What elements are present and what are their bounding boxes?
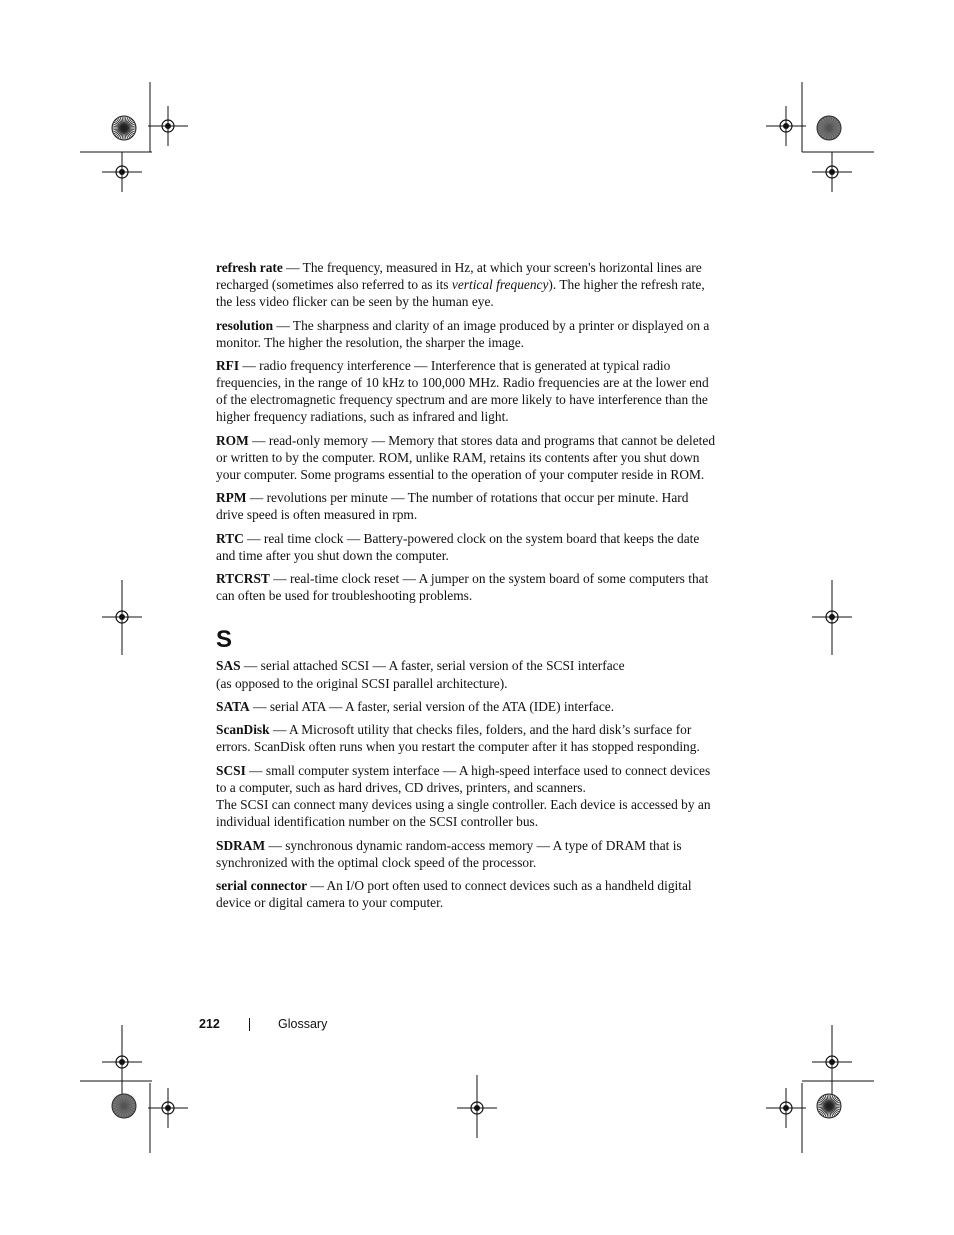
entry-term: ScanDisk [216,722,270,738]
registration-mark-icon [148,1088,188,1128]
entry-separator: — [246,490,267,506]
entry-definition: real time clock — Battery-powered clock on the system board that keeps the date and time after you shut down the computer. [216,530,700,563]
entry-separator: — [243,530,264,546]
entry-definition: revolutions per minute — The number of rotations that occur per minute. Hard drive speed is often measured in rpm. [216,490,689,523]
entry-definition-italic: vertical frequency [451,277,549,293]
glossary-entry-resolution [216,317,716,351]
page-footer [199,1015,327,1033]
glossary-entry-rpm [216,489,716,523]
glossary-entry-sdram [216,837,716,871]
entry-separator: — [239,358,260,374]
entry-separator: — [249,698,270,714]
entry-definition: synchronous dynamic random-access memory — A type of DRAM that is synchronized with the optimal clock speed of the processor. [216,837,682,870]
entry-term: resolution [216,317,274,333]
section-heading-s: S [216,626,233,654]
entry-term: RTCRST [216,571,270,587]
entry-definition: A Microsoft utility that checks files, folders, and the hard disk’s surface for errors. ScanDisk often runs when you restart the computer after it has stopped responding. [216,722,700,755]
entry-term: RTC [216,530,244,546]
entry-definition-continued: The SCSI can connect many devices using a single controller. Each device is accessed by an individual identification number on the SCSI controller bus. [216,797,711,830]
entry-definition: ). The higher the refresh rate, the less video flicker can be seen by the human eye. [216,277,705,310]
color-registration-star-icon [817,1094,841,1118]
entry-term: SDRAM [216,837,266,853]
entry-separator: — [273,317,293,333]
entry-term: serial connector [216,877,308,893]
entry-definition: The sharpness and clarity of an image produced by a printer or displayed on a monitor. The higher the resolution, the sharper the image. [216,317,710,350]
glossary-entry-sata [216,698,716,715]
glossary-entry-scandisk [216,721,716,755]
registration-mark-icon [766,106,806,146]
registration-mark-icon [812,152,852,192]
color-registration-star-icon [817,116,841,140]
entry-definition-continued: (as opposed to the original SCSI parallel architecture). [216,675,508,691]
entry-definition: The frequency, measured in Hz, at which your screen's horizontal lines are recharged (sometimes also referred to as its [216,260,702,293]
entry-separator: — [269,571,290,587]
entry-definition: small computer system interface — A high-speed interface used to connect devices to a computer, such as hard drives, CD drives, printers, and scanners. [216,762,711,795]
registration-mark-icon [148,106,188,146]
entry-definition: real-time clock reset — A jumper on the system board of some computers that can often be used for troubleshooting problems. [216,571,709,604]
entry-term: SCSI [216,762,246,778]
entry-separator: — [307,877,327,893]
entry-definition: An I/O port often used to connect devices such as a handheld digital device or digital camera to your computer. [216,877,692,911]
entry-separator: — [269,722,289,738]
glossary-entry-rom [216,432,716,483]
entry-definition: read-only memory — Memory that stores data and programs that cannot be deleted or written to by the computer. ROM, unlike RAM, retains its contents after you shut down your computer. Some programs essential to the operation of your computer reside in ROM. [216,432,716,482]
registration-mark-icon [102,152,142,192]
entry-definition: serial attached SCSI — A faster, serial version of the SCSI interface [260,658,625,674]
glossary-entry-rtcrst [216,570,716,604]
entry-term: refresh rate [216,260,283,275]
entry-term: RPM [216,490,247,506]
entry-separator: — [248,432,269,448]
color-registration-star-icon [112,1094,136,1118]
entry-term: SAS [216,658,241,674]
footer-divider [249,1018,250,1031]
glossary-entry-scsi [216,762,716,830]
entry-separator: — [245,762,266,778]
entry-term: RFI [216,358,240,374]
entry-term: ROM [216,432,249,448]
entry-term: SATA [216,698,250,714]
page-number: 212 [199,1017,220,1031]
footer-section-title: Glossary [278,1017,328,1031]
color-registration-star-icon [112,116,136,140]
glossary-entry-sas [216,657,716,691]
glossary-entry-serial-connector [216,877,716,911]
entry-separator: — [240,658,261,674]
entry-definition: serial ATA — A faster, serial version of the ATA (IDE) interface. [269,698,615,714]
glossary-entry-rtc [216,530,716,564]
glossary-entry-rfi [216,357,716,425]
entry-definition: radio frequency interference — Interference that is generated at typical radio frequencies, in the range of 10 kHz to 100,000 MHz. Radio frequencies are at the lower end of the electromagnetic frequency spectrum and are more likely to have interference than the higher frequency radiations, such as infrared and light. [216,358,709,425]
registration-mark-icon [766,1088,806,1128]
glossary-content [216,259,716,917]
entry-separator: — [265,837,286,853]
glossary-entry-refresh-rate [216,259,716,310]
entry-separator: — [282,260,303,275]
